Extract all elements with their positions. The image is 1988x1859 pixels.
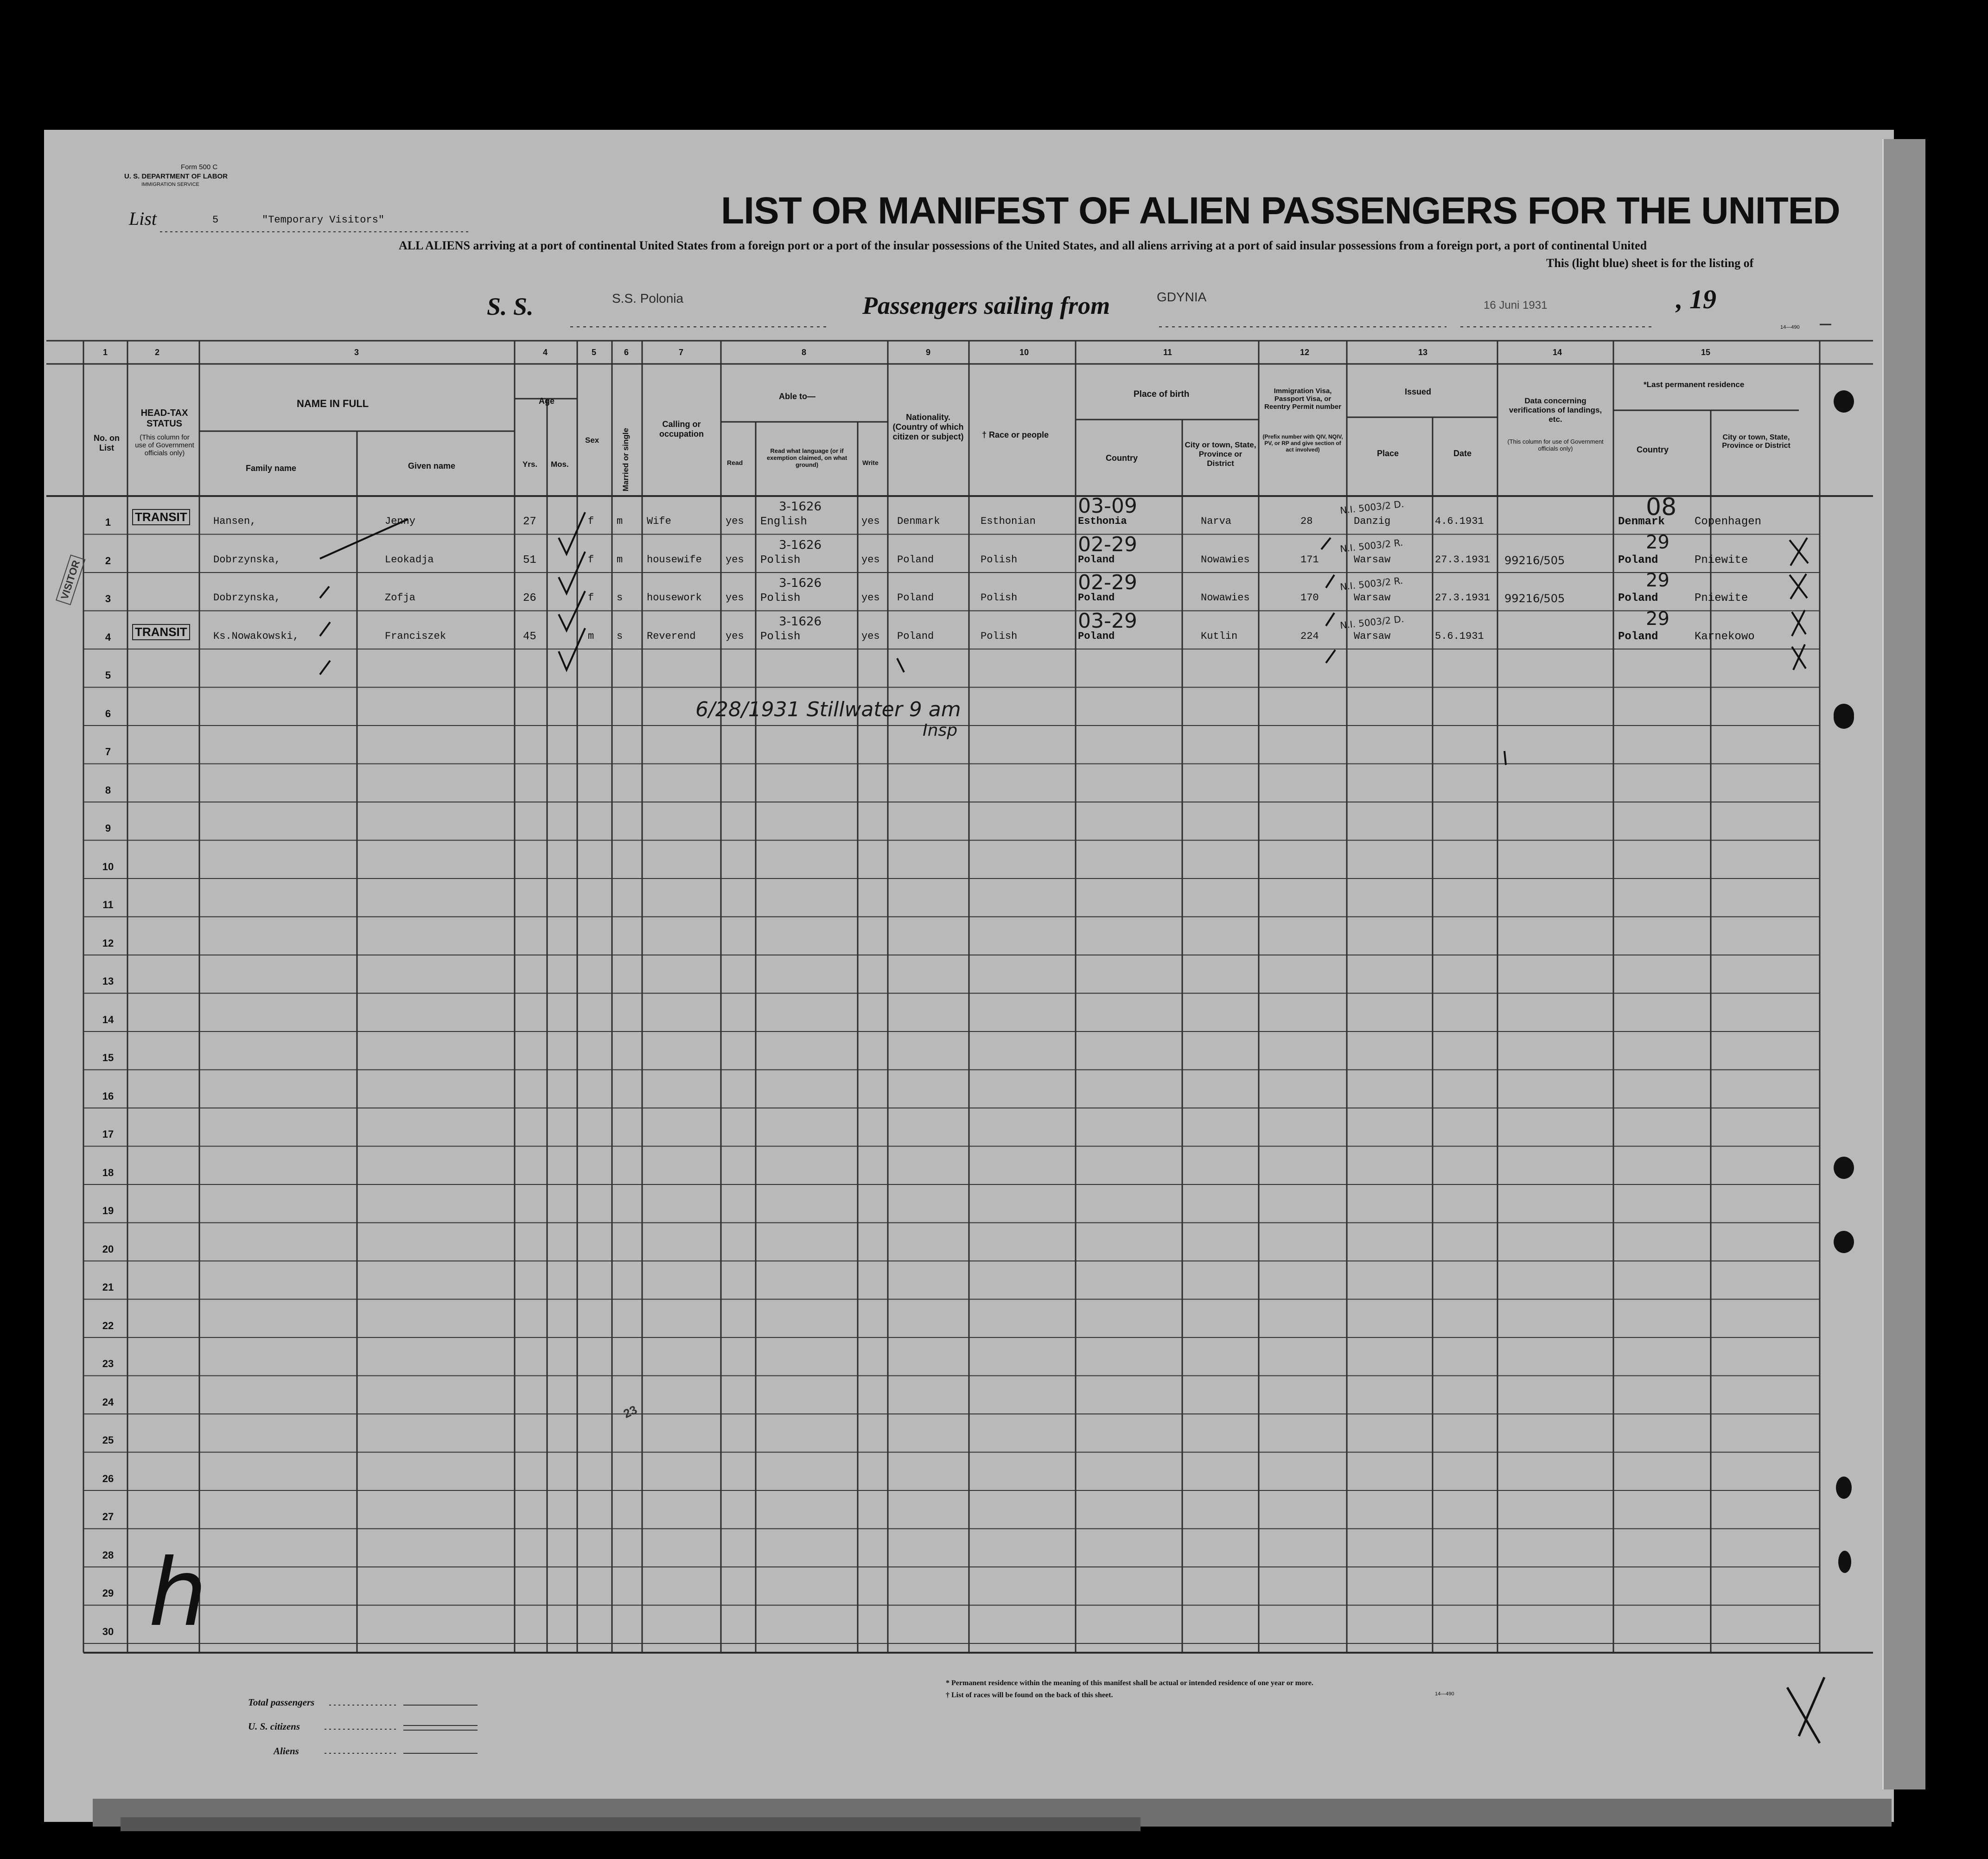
race: Polish bbox=[981, 592, 1018, 604]
row-number: 14 bbox=[102, 1013, 114, 1025]
birth-country: Esthonia bbox=[1078, 516, 1127, 527]
row-number: 20 bbox=[102, 1243, 114, 1255]
footer-total-label: Total passengers bbox=[248, 1697, 315, 1708]
occupation: Reverend bbox=[647, 630, 696, 642]
residence-code-annotation: 29 bbox=[1646, 570, 1669, 591]
row-number: 3 bbox=[105, 593, 111, 605]
birth-code-annotation: 02-29 bbox=[1078, 571, 1137, 594]
language-annotation: 3-1626 bbox=[779, 614, 822, 629]
issued-place: Warsaw bbox=[1354, 630, 1391, 642]
issued-place: Warsaw bbox=[1354, 554, 1391, 566]
header-verifications: Data concerning verifications of landings, etc. bbox=[1509, 396, 1602, 424]
header-res-country: Country bbox=[1637, 445, 1669, 454]
sex: f bbox=[588, 592, 594, 604]
visa-number: 171 bbox=[1300, 554, 1319, 566]
language-annotation: 3-1626 bbox=[779, 500, 822, 514]
family-name: Dobrzynska, bbox=[213, 554, 281, 566]
visa-annotation: N.I. 5003/2 D. bbox=[1339, 498, 1405, 516]
race: Esthonian bbox=[981, 516, 1036, 527]
year-label: , 19 bbox=[1676, 284, 1716, 314]
birth-city: Narva bbox=[1201, 516, 1232, 527]
header-read-language: Read what language (or if exemption claimed, on what ground) bbox=[766, 447, 847, 468]
sex: f bbox=[588, 554, 594, 566]
header-name-in-full: NAME IN FULL bbox=[297, 398, 369, 409]
arrival-annotation: 6/28/1931 Stillwater 9 am bbox=[695, 698, 961, 721]
column-number: 8 bbox=[802, 348, 807, 357]
row-number: 21 bbox=[102, 1281, 114, 1293]
row-number: 2 bbox=[105, 554, 111, 567]
nationality: Poland bbox=[897, 630, 934, 642]
manifest-title: LIST OR MANIFEST OF ALIEN PASSENGERS FOR THE UNITED bbox=[721, 190, 1840, 232]
row-number: 18 bbox=[102, 1166, 114, 1178]
residence-city: Karnekowo bbox=[1695, 630, 1755, 643]
row-number: 24 bbox=[102, 1396, 114, 1408]
residence-country: Poland bbox=[1618, 592, 1658, 605]
birth-country: Poland bbox=[1078, 554, 1115, 566]
issued-place: Danzig bbox=[1354, 516, 1391, 527]
read-language: English bbox=[760, 516, 807, 528]
able-to-read: yes bbox=[726, 630, 744, 642]
family-name: Ks.Nowakowski, bbox=[213, 630, 299, 642]
row-number: 8 bbox=[105, 784, 111, 796]
list-label: List bbox=[129, 208, 157, 229]
nationality: Poland bbox=[897, 554, 934, 566]
header-write: Write bbox=[862, 459, 879, 466]
sex: m bbox=[588, 630, 594, 642]
language-annotation: 3-1626 bbox=[779, 538, 822, 552]
column-number: 10 bbox=[1019, 348, 1029, 357]
row-number: 17 bbox=[102, 1128, 114, 1140]
given-name: Jenny bbox=[385, 516, 416, 527]
visa-annotation: N.I. 5003/2 R. bbox=[1339, 536, 1404, 554]
age-years: 27 bbox=[523, 516, 536, 528]
column-number: 5 bbox=[592, 348, 597, 357]
header-sex: Sex bbox=[585, 436, 599, 445]
birth-country: Poland bbox=[1078, 592, 1115, 604]
visa-annotation: N.I. 5003/2 R. bbox=[1339, 574, 1404, 593]
row-number: 12 bbox=[102, 937, 114, 949]
header-nationality: Nationality. (Country of which citizen or subject) bbox=[892, 413, 964, 441]
service: IMMIGRATION SERVICE bbox=[141, 182, 199, 187]
age-years: 45 bbox=[523, 630, 536, 643]
issued-date: 27.3.1931 bbox=[1435, 554, 1490, 566]
header-yrs: Yrs. bbox=[522, 460, 538, 469]
manifest-subtitle-2: This (light blue) sheet is for the listing of bbox=[1546, 256, 1754, 270]
header-birth-country: Country bbox=[1106, 453, 1138, 463]
list-number: 5 bbox=[212, 214, 219, 226]
manifest-subtitle: ALL ALIENS arriving at a port of continental United States from a foreign port or a port of the insular possessions of the United States, and all aliens arriving at a port of said insular possessions from a foreign port, a port of continental United bbox=[399, 239, 1647, 252]
row-number: 9 bbox=[105, 822, 111, 834]
department: U. S. DEPARTMENT OF LABOR bbox=[124, 172, 228, 180]
header-last-residence: *Last permanent residence bbox=[1644, 380, 1745, 389]
visa-number: 28 bbox=[1300, 516, 1313, 527]
visa-number: 170 bbox=[1300, 592, 1319, 604]
row-number: 19 bbox=[102, 1205, 114, 1216]
footer-note-2: † List of races will be found on the back of this sheet. bbox=[946, 1691, 1113, 1699]
able-to-read: yes bbox=[726, 554, 744, 566]
column-number: 14 bbox=[1553, 348, 1562, 357]
able-to-write: yes bbox=[861, 554, 880, 566]
row-number: 16 bbox=[102, 1090, 114, 1102]
row-number: 5 bbox=[105, 669, 111, 681]
verification: 99216/505 bbox=[1504, 554, 1565, 567]
residence-country: Poland bbox=[1618, 554, 1658, 567]
row-number: 15 bbox=[102, 1052, 114, 1063]
header-calling: Calling or occupation bbox=[659, 420, 704, 439]
residence-code-annotation: 29 bbox=[1646, 608, 1669, 630]
header-visa: Immigration Visa, Passport Visa, or Reentry Permit number bbox=[1264, 387, 1341, 411]
nationality: Denmark bbox=[897, 516, 940, 527]
issued-place: Warsaw bbox=[1354, 592, 1391, 604]
birth-city: Nowawies bbox=[1201, 592, 1250, 604]
marital-status: s bbox=[617, 592, 623, 604]
row25-mark: 23 bbox=[621, 1402, 639, 1421]
column-number: 7 bbox=[679, 348, 684, 357]
occupation: Wife bbox=[647, 516, 671, 527]
header-birth-city: City or town, State, Province or District bbox=[1185, 440, 1256, 468]
read-language: Polish bbox=[760, 554, 801, 567]
form-number: Form 500 C bbox=[181, 163, 218, 171]
birth-country: Poland bbox=[1078, 630, 1115, 642]
residence-city: Copenhagen bbox=[1695, 516, 1762, 528]
row-number: 4 bbox=[105, 631, 111, 643]
row-number: 13 bbox=[102, 975, 114, 987]
header-head-tax: HEAD-TAX STATUS bbox=[140, 408, 188, 429]
family-name: Hansen, bbox=[213, 516, 256, 527]
header-head-tax-note: (This column for use of Government officials only) bbox=[135, 433, 194, 457]
column-number: 9 bbox=[926, 348, 931, 357]
issued-date: 5.6.1931 bbox=[1435, 630, 1484, 642]
head-tax-stamp: TRANSIT bbox=[132, 624, 190, 640]
header-race: † Race or people bbox=[982, 430, 1049, 439]
footer-note-1: * Permanent residence within the meaning of this manifest shall be actual or intended residence of one year or more. bbox=[946, 1679, 1313, 1687]
row-number: 29 bbox=[102, 1587, 114, 1599]
race: Polish bbox=[981, 554, 1018, 566]
able-to-write: yes bbox=[861, 630, 880, 642]
able-to-write: yes bbox=[861, 516, 880, 527]
row-number: 25 bbox=[102, 1434, 114, 1446]
birth-city: Nowawies bbox=[1201, 554, 1250, 566]
row-number: 22 bbox=[102, 1319, 114, 1331]
birth-code-annotation: 03-29 bbox=[1078, 609, 1137, 633]
column-number: 3 bbox=[354, 348, 359, 357]
row-number: 23 bbox=[102, 1358, 114, 1369]
given-name: Franciszek bbox=[385, 630, 446, 642]
header-able-to: Able to— bbox=[779, 392, 816, 401]
verification: 99216/505 bbox=[1504, 592, 1565, 605]
ship-name: S.S. Polonia bbox=[612, 291, 684, 306]
header-married: Married or single bbox=[621, 428, 630, 491]
header-family-name: Family name bbox=[246, 464, 297, 473]
footer-aliens-label: Aliens bbox=[274, 1745, 299, 1757]
corner-code: 14—490 bbox=[1780, 325, 1800, 330]
column-number: 2 bbox=[155, 348, 160, 357]
row-number: 10 bbox=[102, 860, 114, 872]
given-name: Zofja bbox=[385, 592, 416, 604]
visa-number: 224 bbox=[1300, 630, 1319, 642]
header-no-on-list: No. on List bbox=[94, 433, 120, 452]
port-name: GDYNIA bbox=[1157, 290, 1207, 304]
age-years: 51 bbox=[523, 554, 536, 567]
header-res-city: City or town, State, Province or District bbox=[1722, 433, 1790, 450]
column-number: 4 bbox=[543, 348, 548, 357]
age-years: 26 bbox=[523, 592, 536, 605]
birth-code-annotation: 02-29 bbox=[1078, 532, 1137, 556]
issued-date: 4.6.1931 bbox=[1435, 516, 1484, 527]
header-issued: Issued bbox=[1405, 387, 1432, 396]
footer-code: 14—490 bbox=[1435, 1691, 1454, 1697]
residence-code-annotation: 29 bbox=[1646, 531, 1669, 553]
column-number: 15 bbox=[1701, 348, 1711, 357]
ss-label: S. S. bbox=[487, 293, 534, 320]
header-read: Read bbox=[727, 459, 743, 466]
birth-code-annotation: 03-09 bbox=[1078, 494, 1137, 518]
bottom-handwritten-mark: h bbox=[148, 1539, 207, 1647]
column-number: 13 bbox=[1418, 348, 1428, 357]
able-to-write: yes bbox=[861, 592, 880, 604]
date-stamp: 16 Juni 1931 bbox=[1484, 299, 1548, 312]
read-language: Polish bbox=[760, 630, 801, 643]
row-number: 28 bbox=[102, 1549, 114, 1561]
row-number: 6 bbox=[105, 707, 111, 719]
visitor-stamp: VISITOR bbox=[56, 554, 85, 605]
birth-city: Kutlin bbox=[1201, 630, 1238, 642]
nationality: Poland bbox=[897, 592, 934, 604]
residence-city: Pniewite bbox=[1695, 554, 1748, 567]
occupation: housework bbox=[647, 592, 702, 604]
issued-date: 27.3.1931 bbox=[1435, 592, 1490, 604]
column-number: 6 bbox=[624, 348, 629, 357]
list-type: "Temporary Visitors" bbox=[262, 214, 385, 226]
residence-country: Poland bbox=[1618, 630, 1658, 643]
row-number: 11 bbox=[102, 899, 114, 910]
header-visa-note: (Prefix number with QIV, NQIV, PV, or RP and give section of act involved) bbox=[1262, 433, 1343, 453]
language-annotation: 3-1626 bbox=[779, 576, 822, 590]
marital-status: m bbox=[617, 516, 623, 527]
header-issued-place: Place bbox=[1377, 449, 1399, 458]
family-name: Dobrzynska, bbox=[213, 592, 281, 604]
head-tax-stamp: TRANSIT bbox=[132, 509, 190, 525]
row-number: 27 bbox=[102, 1511, 114, 1522]
header-mos: Mos. bbox=[551, 460, 569, 469]
occupation: housewife bbox=[647, 554, 702, 566]
marital-status: m bbox=[617, 554, 623, 566]
header-given-name: Given name bbox=[408, 461, 456, 471]
row-number: 1 bbox=[105, 516, 111, 528]
column-number: 11 bbox=[1163, 348, 1172, 357]
row-number: 7 bbox=[105, 746, 111, 758]
header-place-of-birth: Place of birth bbox=[1134, 389, 1190, 399]
sex: f bbox=[588, 516, 594, 527]
marital-status: s bbox=[617, 630, 623, 642]
able-to-read: yes bbox=[726, 592, 744, 604]
residence-city: Pniewite bbox=[1695, 592, 1748, 605]
row-number: 30 bbox=[102, 1625, 114, 1637]
header-verifications-note: (This column for use of Government officials only) bbox=[1507, 438, 1604, 452]
residence-code-annotation: 08 bbox=[1646, 493, 1677, 521]
visa-annotation: N.I. 5003/2 D. bbox=[1339, 613, 1405, 631]
header-issued-date: Date bbox=[1453, 449, 1472, 458]
race: Polish bbox=[981, 630, 1018, 642]
read-language: Polish bbox=[760, 592, 801, 605]
header-age: Age bbox=[539, 396, 555, 406]
footer-citizens-label: U. S. citizens bbox=[248, 1721, 300, 1732]
column-number: 1 bbox=[103, 348, 108, 357]
inspector-annotation: Insp bbox=[923, 721, 958, 740]
able-to-read: yes bbox=[726, 516, 744, 527]
column-number: 12 bbox=[1300, 348, 1310, 357]
row-number: 26 bbox=[102, 1472, 114, 1484]
residence-country: Denmark bbox=[1618, 516, 1665, 528]
sailing-label: Passengers sailing from bbox=[862, 292, 1110, 319]
given-name: Leokadja bbox=[385, 554, 434, 566]
